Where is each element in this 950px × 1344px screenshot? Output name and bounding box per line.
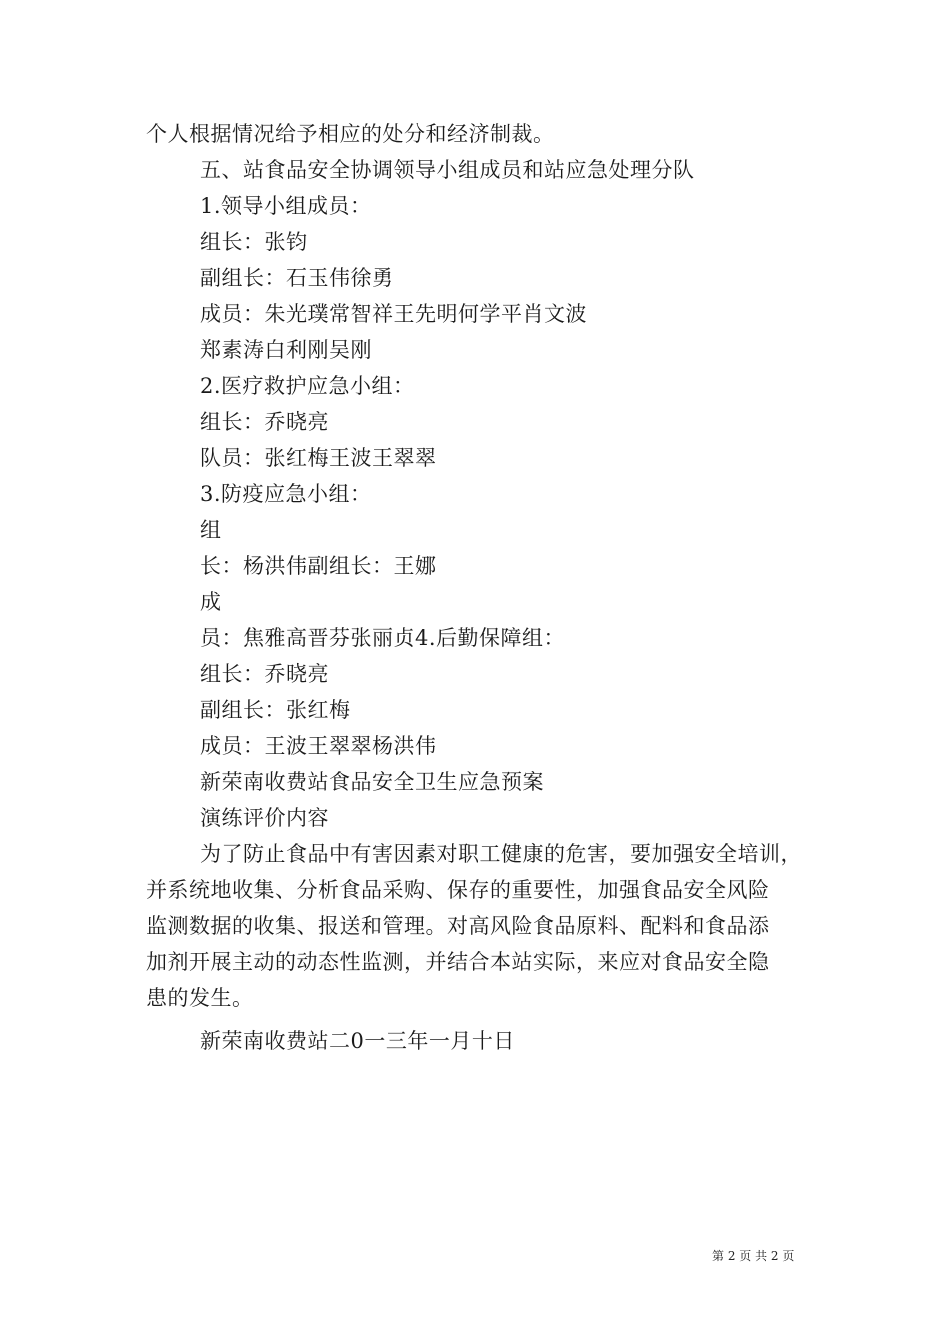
text-line: 队员：张红梅王波王翠翠	[200, 446, 437, 470]
text-line: 成员：王波王翠翠杨洪伟	[200, 734, 437, 758]
paragraph-line: 并系统地收集、分析食品采购、保存的重要性，加强食品安全风险	[146, 878, 770, 902]
page-number-footer: 第 2 页 共 2 页	[712, 1249, 795, 1263]
subsection-heading: 2.医疗救护应急小组：	[200, 374, 415, 398]
text-line: 成员：朱光璞常智祥王先明何学平肖文波	[200, 302, 587, 326]
paragraph-line: 为了防止食品中有害因素对职工健康的危害，要加强安全培训，	[200, 842, 802, 866]
text-line: 组	[200, 518, 222, 542]
text-line: 副组长：石玉伟徐勇	[200, 266, 394, 290]
subsection-heading: 1.领导小组成员：	[200, 194, 372, 218]
paragraph-line: 加剂开展主动的动态性监测，并结合本站实际，来应对食品安全隐	[146, 950, 770, 974]
paragraph-line: 监测数据的收集、报送和管理。对高风险食品原料、配料和食品添	[146, 914, 770, 938]
text-line: 副组长：张红梅	[200, 698, 351, 722]
text-line: 组长：张钧	[200, 230, 308, 254]
text-line: 成	[200, 590, 222, 614]
text-line: 长：杨洪伟副组长：王娜	[200, 554, 437, 578]
text-line: 组长：乔晓亮	[200, 662, 329, 686]
text-line: 个人根据情况给予相应的处分和经济制裁。	[146, 122, 555, 146]
text-line: 新荣南收费站食品安全卫生应急预案	[200, 770, 544, 794]
signature-date-line: 新荣南收费站二0一三年一月十日	[200, 1029, 515, 1053]
section-heading: 五、站食品安全协调领导小组成员和站应急处理分队	[200, 158, 695, 182]
text-line: 员：焦雅高晋芬张丽贞4.后勤保障组：	[200, 626, 566, 650]
text-line: 组长：乔晓亮	[200, 410, 329, 434]
text-line: 郑素涛白利刚吴刚	[200, 338, 372, 362]
text-line: 演练评价内容	[200, 806, 329, 830]
subsection-heading: 3.防疫应急小组：	[200, 482, 372, 506]
paragraph-line: 患的发生。	[146, 986, 254, 1010]
